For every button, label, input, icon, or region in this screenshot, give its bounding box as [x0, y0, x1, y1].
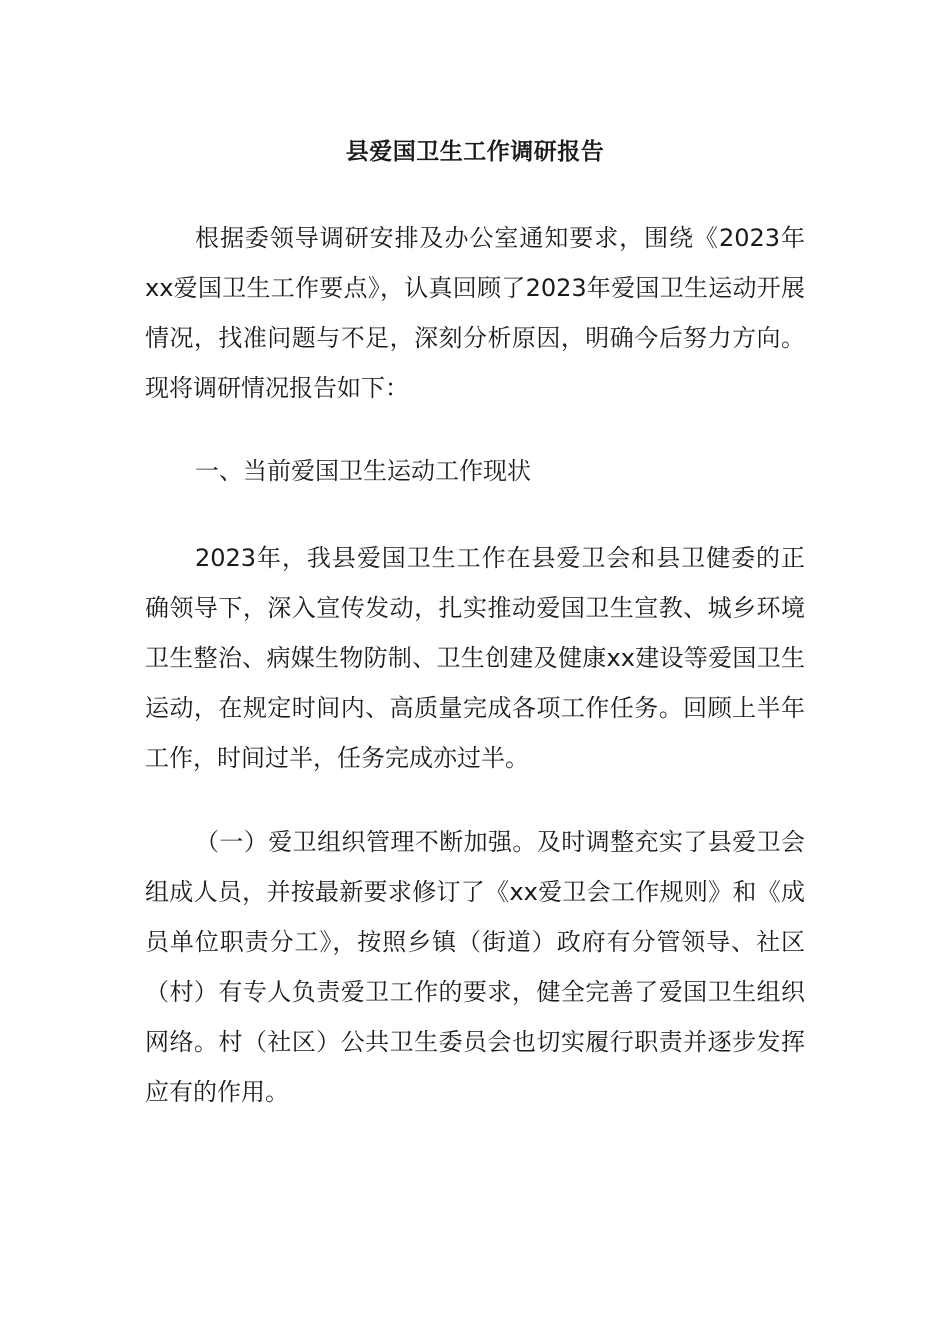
section-heading: 一、当前爱国卫生运动工作现状 — [195, 457, 531, 485]
intro-paragraph: 根据委领导调研安排及办公室通知要求，围绕《2023年xx爱国卫生工作要点》，认真回顾了2023年爱国卫生运动开展情况，找准问题与不足，深刻分析原因，明确今后努力方向。现将调研情况报告如下： — [145, 224, 805, 402]
subsection-paragraph: （一）爱卫组织管理不断加强。及时调整充实了县爱卫会组成人员，并按最新要求修订了《xx爱卫会工作规则》和《成员单位职责分工》，按照乡镇（街道）政府有分管领导、社区（村）有专人负责爱卫工作的要求，健全完善了爱国卫生组织网络。村（社区）公共卫生委员会也切实履行职责并逐步发挥应有的作用。 — [145, 828, 805, 1106]
status-paragraph: 2023年，我县爱国卫生工作在县爱卫会和县卫健委的正确领导下，深入宣传发动，扎实推动爱国卫生宣教、城乡环境卫生整治、病媒生物防制、卫生创建及健康xx建设等爱国卫生运动，在规定时间内、高质量完成各项工作任务。回顾上半年工作，时间过半，任务完成亦过半。 — [145, 544, 805, 772]
document-title: 县爱国卫生工作调研报告 — [345, 139, 605, 165]
